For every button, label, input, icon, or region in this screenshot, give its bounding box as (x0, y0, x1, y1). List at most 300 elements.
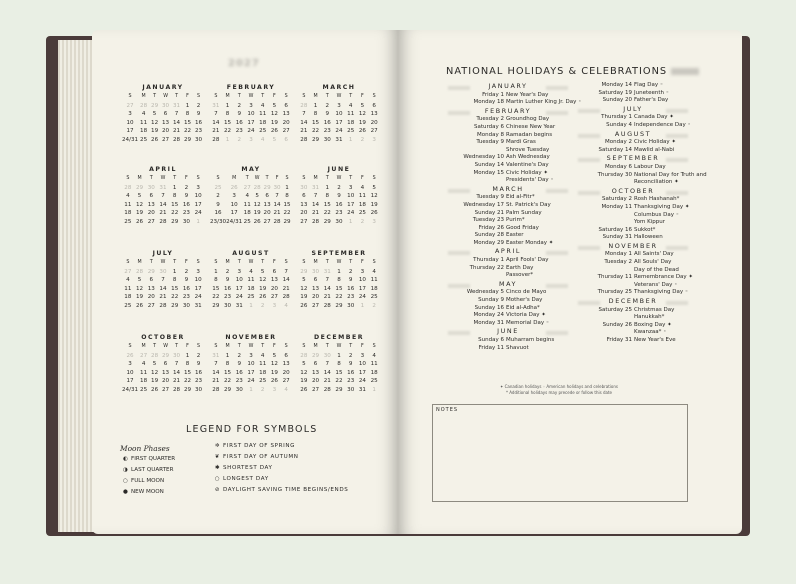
day-cell: 9 (237, 111, 242, 118)
weekday-label: T (265, 176, 269, 181)
day-cell: 17 (230, 210, 238, 217)
holiday-date: Monday 24 (473, 312, 504, 319)
day-cell: 26 (253, 218, 261, 225)
day-cell: 8 (337, 361, 341, 368)
holiday-date: Wednesday 10 (463, 154, 504, 161)
weekday-label: W (160, 176, 166, 181)
day-cell: 20 (263, 210, 271, 217)
day-cell: 17 (194, 201, 202, 208)
day-cell: 4 (126, 193, 130, 200)
day-cell: 16 (182, 285, 190, 292)
day-cell: 28 (273, 218, 281, 225)
day-cell: 23 (182, 210, 190, 217)
day-cell: 31 (323, 268, 331, 275)
day-cell: 4 (260, 352, 265, 359)
weekday-label: M (137, 260, 142, 265)
day-cell: 7 (275, 193, 279, 200)
day-cell: 29 (171, 218, 179, 225)
weekday-label: M (232, 176, 237, 181)
day-cell: 13 (162, 369, 170, 376)
legend-label: FIRST DAY OF SPRING (223, 443, 296, 449)
day-cell: 20 (282, 119, 290, 126)
day-cell: 30 (300, 184, 308, 191)
holiday-name: Earth Day (506, 264, 534, 271)
shortest-day-icon: ✱ (214, 465, 221, 471)
holiday-name: Day of the Dead (634, 266, 679, 273)
holiday-date: Friday 26 (478, 224, 504, 231)
day-cell: 23 (235, 378, 243, 385)
weekday-label: S (285, 176, 289, 181)
holiday-date: Tuesday 9 (476, 139, 504, 146)
day-cell: 22 (323, 210, 331, 217)
day-cell: 30 (162, 102, 170, 109)
day-cell: 17 (358, 369, 366, 376)
day-cell: 1 (249, 302, 253, 309)
day-cell: 30 (172, 352, 181, 359)
day-cell: 20 (370, 119, 378, 126)
day-cell: 27 (162, 386, 170, 393)
holiday-row (578, 164, 688, 172)
weekday-label: M (313, 94, 318, 99)
day-cell: 4 (260, 136, 265, 143)
day-cell: 27 (300, 218, 308, 225)
day-cell: 28 (300, 136, 308, 143)
day-cell: 2 (372, 302, 376, 309)
day-cell: 6 (163, 111, 168, 118)
day-cell: 18 (370, 285, 378, 292)
weekday-label: T (149, 260, 153, 265)
day-cell: 31 (159, 184, 167, 191)
day-cell: 27 (370, 128, 378, 135)
day-cell: 29 (151, 102, 159, 109)
holiday-month: AUGUST (578, 131, 688, 139)
day-cell: 11 (358, 193, 366, 200)
holiday-date: Monday 8 (477, 131, 504, 138)
day-cell: 30 (182, 218, 190, 225)
day-cell: 7 (174, 111, 179, 118)
day-cell: 25 (370, 378, 378, 385)
weekday-label: T (237, 260, 241, 265)
month-june (298, 166, 380, 227)
holiday-date: Thursday 25 (597, 289, 632, 296)
weekday-label: F (273, 260, 276, 265)
day-cell: 11 (370, 361, 378, 368)
day-cell: 15 (224, 119, 232, 126)
day-cell: 19 (253, 210, 261, 217)
day-cell: 12 (270, 111, 278, 118)
symbols-legend (212, 441, 348, 496)
day-cell: 28 (140, 102, 148, 109)
day-cell: 2 (260, 386, 265, 393)
day-cell: 27 (282, 378, 290, 385)
day-cell: 10 (194, 193, 202, 200)
day-cell: 8 (172, 193, 177, 200)
day-cell: 30 (323, 136, 331, 143)
holiday-month: JANUARY (448, 83, 568, 91)
day-cell: 31 (212, 102, 220, 109)
holiday-name: Eid al-Adha* (506, 304, 540, 311)
day-cell: 6 (372, 102, 376, 109)
day-cell: 22 (171, 294, 179, 301)
day-cell: 23 (347, 294, 355, 301)
first-quarter-icon: ◐ (123, 456, 128, 462)
holiday-date: Sunday 21 (474, 209, 504, 216)
day-cell: 21 (273, 210, 281, 217)
day-cell: 5 (152, 361, 157, 368)
day-cell: 29 (263, 184, 271, 191)
holiday-date: Monday 1 (605, 251, 632, 258)
day-cell: 28 (253, 184, 261, 191)
day-cell: 9 (325, 111, 330, 118)
day-cell: 22 (312, 128, 320, 135)
day-cell: 25 (214, 184, 222, 191)
day-cell: 27 (140, 352, 148, 359)
day-cell: 1 (196, 218, 200, 225)
legend-label: LONGEST DAY (223, 476, 269, 482)
weekday-label: T (261, 344, 265, 349)
day-cell: 2 (360, 218, 365, 225)
month-march (298, 84, 380, 145)
weekday-label: F (186, 344, 189, 349)
day-cell: 12 (136, 285, 144, 292)
day-cell: 3 (372, 218, 376, 225)
weekday-label: F (185, 260, 188, 265)
holiday-row (578, 147, 688, 155)
holiday-name: Sukkot* (634, 226, 656, 233)
day-cell: 10 (126, 119, 134, 126)
day-cell: 24/31 (122, 386, 139, 393)
day-cell: 22 (335, 294, 343, 301)
weekday-label: F (361, 176, 364, 181)
holiday-name: Independence Day ◦ (634, 121, 691, 128)
day-cell: 18 (259, 369, 267, 376)
day-cell: 9 (337, 193, 341, 200)
day-cell: 10 (126, 369, 134, 376)
day-cell: 1 (172, 184, 177, 191)
day-cell: 24 (358, 294, 366, 301)
holiday-row (578, 259, 688, 267)
day-cell: 28 (124, 184, 132, 191)
day-cell: 22 (212, 294, 220, 301)
holiday-name: Purim* (506, 217, 525, 224)
day-cell: 19 (136, 294, 144, 301)
holiday-date: Monday 15 (473, 169, 504, 176)
day-cell: 29 (136, 184, 144, 191)
month-name: MARCH (322, 84, 356, 91)
full-moon-icon: ○ (123, 478, 128, 484)
holiday-month: DECEMBER (578, 298, 688, 306)
weekday-label: S (372, 344, 376, 349)
month-grid (210, 343, 292, 395)
holiday-date: Wednesday 5 (466, 289, 504, 296)
month-name: JULY (152, 250, 174, 257)
day-cell: 29 (183, 386, 192, 393)
month-grid (122, 175, 204, 227)
day-cell: 10 (358, 277, 366, 284)
day-cell: 25 (247, 294, 255, 301)
day-cell: 28 (300, 102, 308, 109)
day-cell: 12 (300, 369, 308, 376)
day-cell: 2 (360, 136, 365, 143)
day-cell: 10 (235, 277, 243, 284)
day-cell: 25 (140, 386, 148, 393)
day-cell: 1 (185, 102, 190, 109)
day-cell: 18 (140, 378, 148, 385)
day-cell: 3 (360, 352, 365, 359)
day-cell: 14 (159, 285, 167, 292)
holiday-date: Sunday 6 (478, 337, 504, 343)
holiday-row (448, 177, 568, 185)
day-cell: 15 (183, 119, 192, 126)
day-cell: 26 (358, 128, 366, 135)
holiday-row (578, 322, 688, 330)
holidays-footnote (484, 384, 634, 396)
day-cell: 15 (171, 201, 179, 208)
day-cell: 12 (151, 369, 159, 376)
day-cell: 19 (358, 119, 366, 126)
holiday-name: Remembrance Day ✦ (634, 274, 694, 281)
holiday-row (448, 217, 568, 225)
day-cell: 9 (237, 361, 242, 368)
day-cell: 28 (323, 386, 331, 393)
holiday-row (448, 289, 568, 297)
holiday-month: MAY (448, 281, 568, 289)
weekday-label: S (196, 94, 201, 99)
day-cell: 24 (347, 210, 355, 217)
day-cell: 31 (335, 136, 343, 143)
holiday-row (448, 312, 568, 320)
month-september (298, 250, 380, 311)
day-cell: 12 (370, 193, 378, 200)
day-cell: 23 (194, 128, 203, 135)
day-cell: 20 (312, 294, 320, 301)
day-cell: 24/31 (226, 218, 243, 225)
weekday-label: S (126, 260, 130, 265)
weekday-label: S (196, 344, 201, 349)
legend-item (120, 476, 175, 487)
day-cell: 2 (348, 352, 353, 359)
autumn-icon: ❦ (214, 454, 221, 460)
holiday-name: Shavuot (506, 344, 529, 351)
day-cell: 30 (182, 302, 190, 309)
weekday-label: T (153, 94, 157, 99)
day-cell: 15 (335, 369, 343, 376)
day-cell: 25 (124, 302, 132, 309)
day-cell: 29 (335, 386, 343, 393)
holidays-column-1 (448, 82, 582, 352)
day-cell: 10 (247, 361, 255, 368)
holiday-row (448, 337, 568, 345)
holiday-name: Veterans' Day ◦ (634, 281, 678, 288)
day-cell: 19 (370, 201, 378, 208)
weekday-label: S (372, 94, 376, 99)
day-cell: 6 (272, 268, 277, 275)
holiday-name: Good Friday (506, 224, 539, 231)
holiday-row (448, 92, 568, 100)
day-cell: 2 (348, 268, 353, 275)
holiday-date: Thursday 11 (597, 274, 632, 281)
day-cell: 2 (260, 302, 265, 309)
holiday-name: Thanksgiving Day ✦ (634, 203, 690, 210)
day-cell: 13 (270, 277, 278, 284)
weekday-label: S (128, 94, 132, 99)
holidays-column-2 (578, 82, 707, 345)
month-grid (298, 259, 380, 311)
day-cell: 15 (224, 369, 232, 376)
holiday-name: Christmas Day (634, 306, 675, 313)
day-cell: 3 (348, 184, 353, 191)
footnote-line-2: * Additional holidays may precede or follow this date (505, 390, 613, 395)
spring-icon: ✲ (214, 443, 221, 449)
day-cell: 17 (235, 285, 243, 292)
day-cell: 25 (347, 128, 355, 135)
month-grid (210, 93, 292, 145)
weekday-label: M (141, 94, 146, 99)
weekday-label: F (361, 344, 364, 349)
holiday-date: Sunday 14 (474, 161, 504, 168)
day-cell: 24 (247, 378, 255, 385)
day-cell: 16 (194, 119, 203, 126)
day-cell: 13 (282, 361, 290, 368)
day-cell: 22 (183, 128, 192, 135)
holiday-date: Tuesday 2 (604, 259, 632, 266)
weekday-label: W (336, 94, 342, 99)
holiday-row (578, 212, 688, 220)
day-cell: 7 (325, 361, 330, 368)
holiday-date: Thursday 1 (473, 257, 504, 264)
day-cell: 4 (372, 268, 376, 275)
day-cell: 28 (212, 136, 220, 143)
day-cell: 23 (224, 294, 232, 301)
day-cell: 17 (126, 128, 134, 135)
day-cell: 22 (224, 378, 232, 385)
month-grid (210, 175, 292, 227)
day-cell: 30 (194, 386, 203, 393)
holiday-row (448, 232, 568, 240)
day-cell: 3 (237, 268, 242, 275)
day-cell: 13 (370, 111, 378, 118)
weekday-label: W (248, 94, 254, 99)
day-cell: 13 (300, 201, 308, 208)
month-name: JANUARY (142, 84, 184, 91)
day-cell: 1 (325, 184, 330, 191)
day-cell: 19 (136, 210, 144, 217)
holiday-name: Shrove Tuesday (506, 146, 550, 153)
legend-item (212, 485, 348, 496)
legend-item (120, 454, 175, 465)
day-cell: 16 (347, 369, 355, 376)
day-cell: 20 (162, 378, 170, 385)
moon-phases-legend (120, 443, 175, 498)
day-cell: 9 (225, 277, 230, 284)
day-cell: 27 (124, 268, 132, 275)
notes-box (432, 404, 688, 502)
day-cell: 29 (162, 352, 170, 359)
day-cell: 23 (194, 378, 203, 385)
day-cell: 22 (283, 210, 291, 217)
weekday-label: W (160, 260, 166, 265)
weekday-label: S (372, 176, 376, 181)
holiday-date: Tuesday 23 (472, 217, 504, 224)
weekday-label: W (163, 94, 168, 99)
weekday-label: T (149, 176, 153, 181)
holiday-name: Cinco de Mayo (506, 289, 547, 296)
day-cell: 16 (214, 210, 222, 217)
holiday-row (448, 132, 568, 140)
day-cell: 31 (235, 302, 243, 309)
holiday-row (448, 154, 568, 162)
day-cell: 7 (214, 111, 218, 118)
month-name: OCTOBER (141, 334, 185, 341)
holiday-row (448, 345, 568, 353)
day-cell: 6 (284, 352, 288, 359)
holiday-month: APRIL (448, 248, 568, 256)
day-cell: 27 (147, 302, 155, 309)
holiday-name: Halloween (634, 234, 663, 241)
weekday-label: F (186, 94, 189, 99)
holiday-name: Martin Luther King Jr. Day ◦ (506, 99, 582, 106)
month-grid (298, 175, 380, 227)
day-cell: 5 (302, 361, 306, 368)
legend-label: FIRST DAY OF AUTUMN (223, 454, 299, 460)
month-grid (122, 343, 204, 395)
day-cell: 4 (249, 268, 253, 275)
holiday-date: Sunday 4 (606, 121, 632, 128)
holiday-date: Sunday 26 (602, 321, 632, 328)
day-cell: 6 (265, 193, 269, 200)
day-cell: 21 (172, 378, 181, 385)
day-cell: 9 (196, 361, 201, 368)
day-cell: 19 (151, 128, 159, 135)
day-cell: 25 (259, 128, 267, 135)
day-cell: 30 (335, 218, 343, 225)
legend-title: LEGEND FOR SYMBOLS (186, 424, 318, 435)
day-cell: 26 (151, 386, 159, 393)
holiday-month: NOVEMBER (578, 243, 688, 251)
weekday-label: W (336, 176, 342, 181)
weekday-label: W (248, 344, 254, 349)
day-cell: 10 (335, 111, 343, 118)
day-cell: 29 (312, 136, 320, 143)
day-cell: 17 (358, 285, 366, 292)
day-cell: 1 (172, 268, 177, 275)
holiday-name: Eid al-Fitr* (506, 194, 535, 201)
day-cell: 2 (237, 102, 242, 109)
holiday-name: Hanukkah* (634, 314, 665, 321)
day-cell: 6 (302, 193, 306, 200)
day-cell: 26 (370, 210, 378, 217)
holiday-row (448, 170, 568, 178)
day-cell: 24 (335, 128, 343, 135)
day-cell: 27 (312, 302, 320, 309)
month-name: JUNE (327, 166, 351, 173)
day-cell: 11 (347, 111, 355, 118)
holiday-name: Mardi Gras (506, 139, 536, 146)
day-cell: 23 (182, 294, 190, 301)
holiday-name: Father's Day (634, 97, 669, 104)
holiday-date: Thursday 30 (597, 171, 632, 178)
holiday-row (578, 307, 688, 315)
day-cell: 23 (347, 378, 355, 385)
holiday-date: Saturday 25 (598, 306, 632, 313)
day-cell: 20 (147, 210, 155, 217)
day-cell: 29 (312, 352, 320, 359)
day-cell: 28 (151, 352, 159, 359)
day-cell: 4 (245, 193, 249, 200)
day-cell: 21 (300, 128, 308, 135)
weekday-label: T (173, 176, 177, 181)
holiday-row (448, 265, 568, 273)
